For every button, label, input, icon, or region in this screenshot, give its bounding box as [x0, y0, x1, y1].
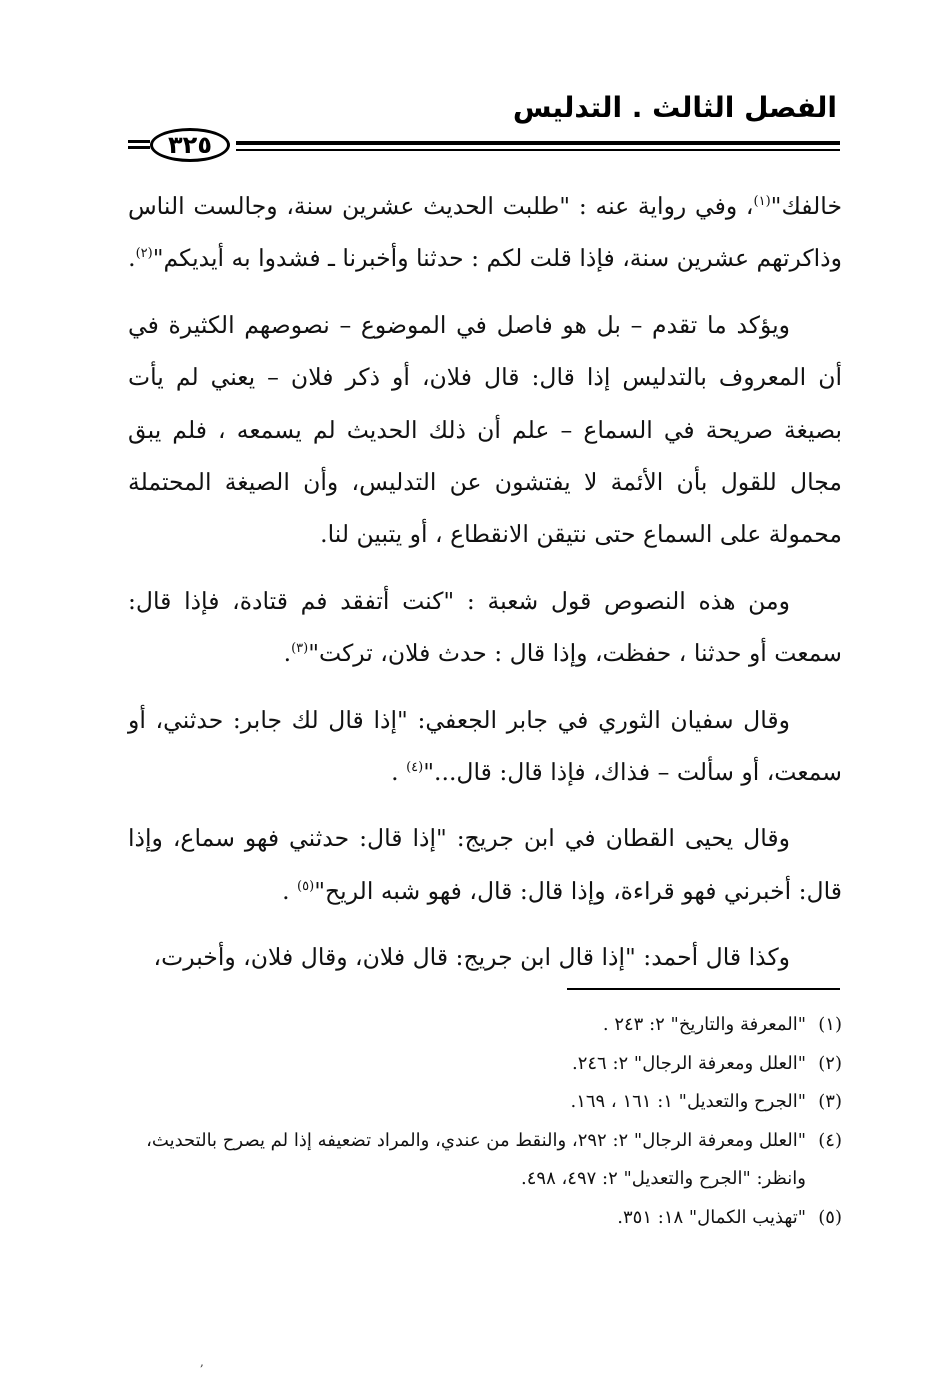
footnote-item — [128, 1045, 842, 1084]
rule-thick — [236, 141, 840, 145]
footnote-item — [128, 1083, 842, 1122]
paragraph-text: . — [391, 758, 407, 787]
page-number: ٣٢٥ — [150, 128, 230, 162]
footnote-separator — [567, 988, 840, 990]
scan-mark: , — [200, 1355, 204, 1369]
rule-stub-bottom — [128, 146, 150, 149]
paragraph-text: . — [283, 639, 292, 668]
rule-stub-top — [128, 140, 150, 143]
footnote-ref: (٣) — [291, 641, 309, 657]
footnote-item — [128, 1199, 842, 1238]
paragraph-text: وكذا قال أحمد: "إذا قال ابن جريج: قال فلان، وقال فلان، وأخبرت، — [153, 943, 790, 972]
footnote-number: (١) — [818, 1014, 842, 1035]
footnote-item — [128, 1122, 842, 1161]
footnotes — [128, 1006, 842, 1237]
footnote-text: "المعرفة والتاريخ" ٢: ٢٤٣ . — [602, 1014, 806, 1035]
body-text — [128, 180, 842, 998]
footnote-number: (٢) — [818, 1052, 842, 1074]
paragraph-text: ، وفي رواية عنه : "طلبت الحديث عشرين سنة، وجالست الناس وذاكرتهم عشرين سنة، فإذا قلت لكم : حدثنا وأخبرنا ـ فشدوا به أيديكم" — [128, 192, 842, 273]
paragraph — [128, 812, 842, 917]
paragraph — [128, 299, 842, 561]
paragraph-text: خالفك" — [770, 192, 842, 220]
footnote-ref: (١) — [753, 194, 771, 210]
footnote-ref: (٥) — [297, 879, 315, 895]
paragraph — [128, 180, 842, 285]
chapter-title: الفصل الثالث . التدليس — [512, 91, 837, 124]
paragraph — [128, 575, 842, 680]
paragraph-text: . — [128, 244, 136, 273]
footnote-text: "العلل ومعرفة الرجال" ٢: ٢٤٦. — [571, 1052, 806, 1074]
footnote-number: (٤) — [818, 1129, 842, 1151]
paragraph-text: . — [282, 876, 298, 905]
paragraph — [128, 931, 842, 983]
footnote-text: "الجرح والتعديل" ١: ١٦١ ، ١٦٩. — [570, 1091, 806, 1112]
rule-thin — [236, 149, 840, 151]
paragraph-text: ويؤكد ما تقدم – بل هو فاصل في الموضوع – نصوصهم الكثيرة في أن المعروف بالتدليس إذا قال: قال فلان، أو ذكر فلان – يعني لم يأت بصيغة صريحة في السماع – علم أن ذلك الحديث لم يسمعه ، فلم يبق مجال للقول بأن الأئمة لا يفتشون عن التدليس، وأن الصيغة المحتملة محمولة على السماع حتى نتيقن الانقطاع ، أو يتبين لنا. — [128, 310, 842, 549]
footnote-ref: (٤) — [406, 760, 424, 776]
paragraph-text: وقال يحيى القطان في ابن جريج: "إذا قال: حدثني فهو سماع، وإذا قال: أخبرني فهو قراءة، وإذا قال: قال، فهو شبه الريح" — [128, 824, 842, 905]
header-rule — [128, 128, 840, 164]
paragraph-text: ومن هذه النصوص قول شعبة : "كنت أتفقد فم قتادة، فإذا قال: سمعت أو حدثنا ، حفظت، وإذا قال : حدث فلان، تركت" — [128, 586, 842, 668]
footnote-continuation: وانظر: "الجرح والتعديل" ٢: ٤٩٧، ٤٩٨. — [521, 1168, 806, 1189]
footnote-text: "العلل ومعرفة الرجال" ٢: ٢٩٢، والنقط من عندي، والمراد تضعيفه إذا لم يصرح بالتحديث، — [146, 1129, 806, 1151]
footnote-ref: (٢) — [135, 246, 153, 262]
footnote-text: "تهذيب الكمال" ١٨: ٣٥١. — [617, 1206, 806, 1228]
footnote-number: (٥) — [818, 1206, 842, 1228]
paragraph-text: وقال سفيان الثوري في جابر الجعفي: "إذا قال لك جابر: حدثني، أو سمعت، أو سألت – فذاك، فإذا قال: قال..." — [128, 705, 842, 787]
footnote-item — [128, 1006, 842, 1045]
paragraph — [128, 694, 842, 799]
footnote-number: (٣) — [818, 1091, 842, 1112]
